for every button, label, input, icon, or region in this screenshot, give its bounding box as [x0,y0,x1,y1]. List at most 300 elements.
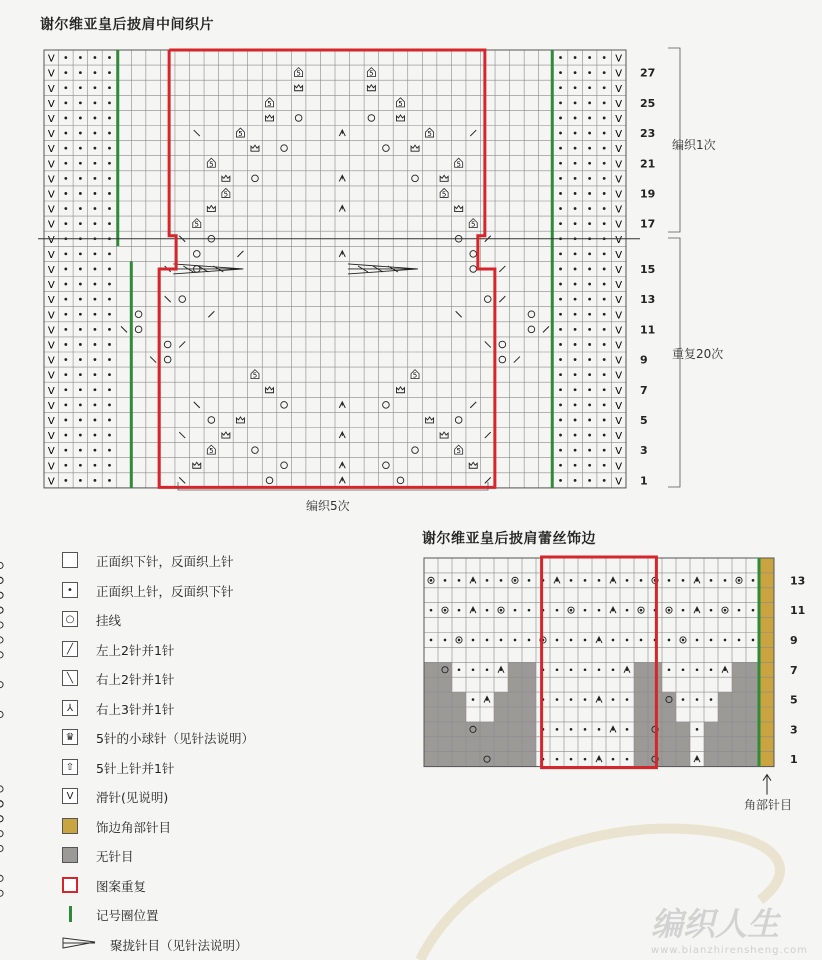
purl-dot [574,56,577,59]
purl-dot [64,298,67,301]
ssk [194,402,200,408]
purl-dot [94,388,97,391]
purl-dot [603,147,606,150]
purl-dot [108,343,111,346]
yarn-over [208,417,215,424]
purl-dot [724,579,727,582]
slip-stitch: V [47,400,55,412]
p5tog-label: 5 [194,220,200,229]
legend-blank-icon [62,552,78,568]
purl-dot [574,147,577,150]
k2tog [470,402,476,408]
k2tog [470,130,476,136]
purl-dot [603,403,606,406]
purl-dot [94,403,97,406]
purl-dot [64,56,67,59]
legend-V-icon: V [62,788,78,804]
purl-dot [64,192,67,195]
purl-dot [710,668,713,671]
purl-dot [108,56,111,59]
purl-dot [108,117,111,120]
purl-dot [603,207,606,210]
purl-dot [598,609,601,612]
purl-dot [94,313,97,316]
purl-dot [108,252,111,255]
slip-stitch: V [615,113,623,125]
row-number: 5 [640,413,648,427]
purl-dot [559,403,562,406]
legend-item [62,875,147,895]
legend-item [62,668,175,688]
k3tog [498,667,504,673]
purl-dot [556,609,559,612]
purl-dot [588,71,591,74]
legend-gather-icon [62,936,96,952]
purl-dot [603,86,606,89]
k3tog [339,251,345,257]
p5tog-label: 5 [238,130,243,139]
purl-dot [570,698,573,701]
purl-dot [94,86,97,89]
purl-dot [588,373,591,376]
purl-dot [64,283,67,286]
purl-dot [574,479,577,482]
k3tog [694,607,700,613]
purl-dot [79,268,82,271]
purl-dot [64,328,67,331]
yarn-over [164,341,171,348]
purl-dot [559,388,562,391]
purl-dot [603,268,606,271]
k2tog [208,311,214,317]
yarn-over [266,477,273,484]
yarn-over [412,447,419,454]
legend-dot-icon: • [62,582,78,598]
purl-dot [668,609,671,612]
p5tog-label: 5 [456,447,461,456]
purl-dot [64,464,67,467]
k2tog [499,266,505,272]
purl-dot [682,579,685,582]
purl-dot [556,758,559,761]
purl-dot [574,464,577,467]
purl-dot [556,728,559,731]
purl-dot [444,609,447,612]
k3tog [339,432,345,438]
purl-dot [559,207,562,210]
purl-dot [458,639,461,642]
purl-dot [574,313,577,316]
purl-dot [108,298,111,301]
purl-dot [64,479,67,482]
slip-stitch: V [47,53,55,65]
purl-dot [559,328,562,331]
purl-dot [574,283,577,286]
watermark-url: www.bianzhirensheng.com [650,945,808,956]
purl-dot [574,192,577,195]
k3tog [624,667,630,673]
arrow-icon [763,775,771,795]
purl-dot [603,373,606,376]
slip-stitch: V [47,461,55,473]
purl-dot [588,222,591,225]
ssk [179,477,185,483]
purl-dot [612,758,615,761]
purl-dot [514,579,517,582]
purl-dot [682,668,685,671]
purl-dot [94,449,97,452]
purl-dot [588,283,591,286]
k3tog [339,402,345,408]
purl-dot [584,609,587,612]
ssk [179,432,185,438]
purl-dot [668,639,671,642]
bobble [207,206,215,212]
no-stitch-cell [466,722,480,767]
k3tog [339,462,345,468]
k3tog [596,756,602,762]
yarn-over [281,402,288,409]
yarn-over [295,115,302,122]
yarn-over [383,145,390,152]
yarn-over [193,251,200,258]
row-number: 23 [640,127,656,141]
purl-dot [574,177,577,180]
yarn-over [0,845,3,851]
slip-stitch: V [615,355,623,367]
purl-dot [458,668,461,671]
row-number: 21 [640,157,656,171]
purl-dot [588,449,591,452]
bobble [469,462,477,468]
purl-dot [486,579,489,582]
yarn-over [397,477,404,484]
purl-dot [472,698,475,701]
purl-dot [584,579,587,582]
purl-dot [603,343,606,346]
purl-dot [556,698,559,701]
purl-dot [584,728,587,731]
purl-dot [108,162,111,165]
purl-dot [612,639,615,642]
purl-dot [574,419,577,422]
purl-dot [64,117,67,120]
ssk [150,357,156,363]
purl-dot [710,579,713,582]
purl-dot [486,668,489,671]
purl-dot [79,147,82,150]
purl-dot [603,434,606,437]
purl-dot [108,479,111,482]
slip-stitch: V [47,310,55,322]
purl-dot [559,343,562,346]
purl-dot [559,177,562,180]
purl-dot [108,283,111,286]
k2tog [237,251,243,257]
purl-dot [696,698,699,701]
legend-slash-icon: ╱ [62,641,78,657]
purl-dot [559,117,562,120]
purl-dot [559,56,562,59]
bobble [396,387,404,393]
slip-stitch: V [47,159,55,171]
purl-dot [64,132,67,135]
slip-stitch: V [615,310,623,322]
yarn-over [0,562,3,568]
purl-dot [626,609,629,612]
k3tog [694,577,700,583]
purl-dot [559,479,562,482]
purl-dot [108,268,111,271]
legend-item [62,639,175,659]
yarn-over [0,577,3,583]
purl-dot [64,388,67,391]
purl-dot [570,728,573,731]
slip-stitch: V [47,219,55,231]
purl-dot [94,373,97,376]
purl-dot [574,449,577,452]
purl-dot [559,162,562,165]
row-number: 3 [640,444,648,458]
purl-dot [108,71,111,74]
purl-dot [559,132,562,135]
purl-dot [64,313,67,316]
purl-dot [514,609,517,612]
k3tog [694,756,700,762]
slip-stitch: V [615,340,623,352]
purl-dot [752,579,755,582]
purl-dot [668,668,671,671]
yarn-over [0,786,3,792]
bobble [411,145,419,151]
purl-dot [603,192,606,195]
p5tog-label: 5 [209,447,214,456]
slip-stitch: V [47,113,55,125]
purl-dot [588,177,591,180]
row-number: 27 [640,66,656,80]
purl-dot [108,419,111,422]
purl-dot [588,192,591,195]
no-stitch-cell [480,722,494,767]
slip-stitch: V [615,219,623,231]
purl-dot [603,117,606,120]
yarn-over [528,326,535,333]
purl-dot [588,358,591,361]
purl-dot [603,479,606,482]
purl-dot [94,434,97,437]
row-number: 19 [640,187,656,201]
purl-dot [108,313,111,316]
yarn-over [0,801,3,807]
k3tog [470,577,476,583]
purl-dot [588,419,591,422]
purl-dot [603,71,606,74]
yarn-over [455,417,462,424]
k2tog [514,357,520,363]
slip-stitch: V [615,370,623,382]
purl-dot [570,639,573,642]
purl-dot [556,668,559,671]
yarn-over [0,652,3,658]
yarn-over [179,296,186,303]
k3tog [596,697,602,703]
ssk [194,130,200,136]
bobble [396,115,404,121]
no-stitch-cell [452,692,466,767]
bobble [222,175,230,181]
bracket-bottom [668,238,680,487]
slip-stitch: V [615,68,623,80]
purl-dot [444,639,447,642]
slip-stitch: V [47,431,55,443]
slip-stitch: V [47,370,55,382]
no-stitch-cell [718,692,732,767]
purl-dot [738,639,741,642]
purl-dot [94,162,97,165]
yarn-over [281,462,288,469]
purl-dot [94,207,97,210]
purl-dot [108,132,111,135]
purl-dot [556,639,559,642]
legend-item [62,580,234,600]
purl-dot [588,268,591,271]
purl-dot [79,283,82,286]
purl-dot [79,464,82,467]
purl-dot [574,132,577,135]
purl-dot [108,192,111,195]
legend-label: 饰边角部针目 [96,819,172,835]
purl-dot [79,449,82,452]
purl-dot [486,639,489,642]
watermark [651,899,808,956]
legend-label: 滑针(见说明) [96,790,169,805]
purl-dot [79,252,82,255]
slip-stitch: V [615,98,623,110]
purl-dot [108,464,111,467]
slip-stitch: V [615,400,623,412]
purl-dot [94,358,97,361]
purl-dot [94,283,97,286]
purl-dot [626,579,629,582]
yarn-over [0,890,3,896]
bobble [295,85,303,91]
slip-stitch: V [47,189,55,201]
purl-dot [588,147,591,150]
purl-dot [603,56,606,59]
slip-stitch: V [615,476,623,488]
slip-stitch: V [47,129,55,141]
p5tog-label: 5 [412,371,418,380]
purl-dot [79,101,82,104]
purl-dot [79,132,82,135]
purl-dot [458,609,461,612]
legend-label: 图案重复 [96,878,147,894]
legend-circle-icon: ○ [62,611,78,627]
p5tog-label: 5 [441,190,447,199]
purl-dot [584,698,587,701]
p5tog-label: 5 [427,130,432,139]
row-number: 11 [640,323,656,337]
chart1-title: 谢尔维亚皇后披肩中间织片 [40,17,214,33]
purl-dot [612,698,615,701]
legend-item [62,786,169,806]
yarn-over [0,831,3,837]
legend-item [62,550,234,570]
slip-stitch: V [615,295,623,307]
no-stitch-cell [662,692,676,767]
purl-dot [79,388,82,391]
purl-dot [94,464,97,467]
purl-dot [738,609,741,612]
purl-dot [574,268,577,271]
p5tog-label: 5 [398,99,403,108]
purl-dot [588,403,591,406]
repeat-bottom-label: 重复20次 [672,347,724,361]
purl-dot [430,579,433,582]
yarn-over [0,682,3,688]
slip-stitch: V [47,68,55,80]
purl-dot [588,479,591,482]
purl-dot [588,388,591,391]
yarn-over [135,311,142,318]
purl-dot [574,207,577,210]
purl-dot [588,313,591,316]
purl-dot [574,388,577,391]
bobble [367,85,375,91]
p5tog-label: 5 [267,99,272,108]
purl-dot [584,758,587,761]
bobble [266,387,274,393]
yarn-over [281,145,288,152]
row-number: 13 [790,574,806,588]
purl-dot [640,639,643,642]
repeat-top-label: 编织1次 [672,138,716,152]
legend-label: 5针的小球针（见针法说明） [96,731,254,746]
row-number: 15 [640,262,656,276]
purl-dot [559,252,562,255]
purl-dot [500,639,503,642]
purl-dot [603,283,606,286]
purl-dot [94,132,97,135]
purl-dot [79,403,82,406]
purl-dot [559,298,562,301]
slip-stitch: V [47,355,55,367]
purl-dot [574,101,577,104]
p5tog-label: 5 [296,69,301,78]
yarn-over [470,266,477,273]
purl-dot [603,298,606,301]
purl-dot [94,298,97,301]
purl-dot [752,609,755,612]
purl-dot [108,358,111,361]
purl-dot [108,222,111,225]
row-number: 5 [790,693,798,707]
slip-stitch: V [615,415,623,427]
yarn-over [499,356,506,363]
k3tog [484,697,490,703]
purl-dot [79,479,82,482]
yarn-over [252,447,259,454]
purl-dot [64,101,67,104]
purl-dot [696,668,699,671]
legend-backslash-icon: ╲ [62,670,78,686]
p5tog-label: 5 [209,160,214,169]
purl-dot [79,71,82,74]
legend-item [62,609,122,629]
purl-dot [430,609,433,612]
purl-dot [603,358,606,361]
purl-dot [64,268,67,271]
